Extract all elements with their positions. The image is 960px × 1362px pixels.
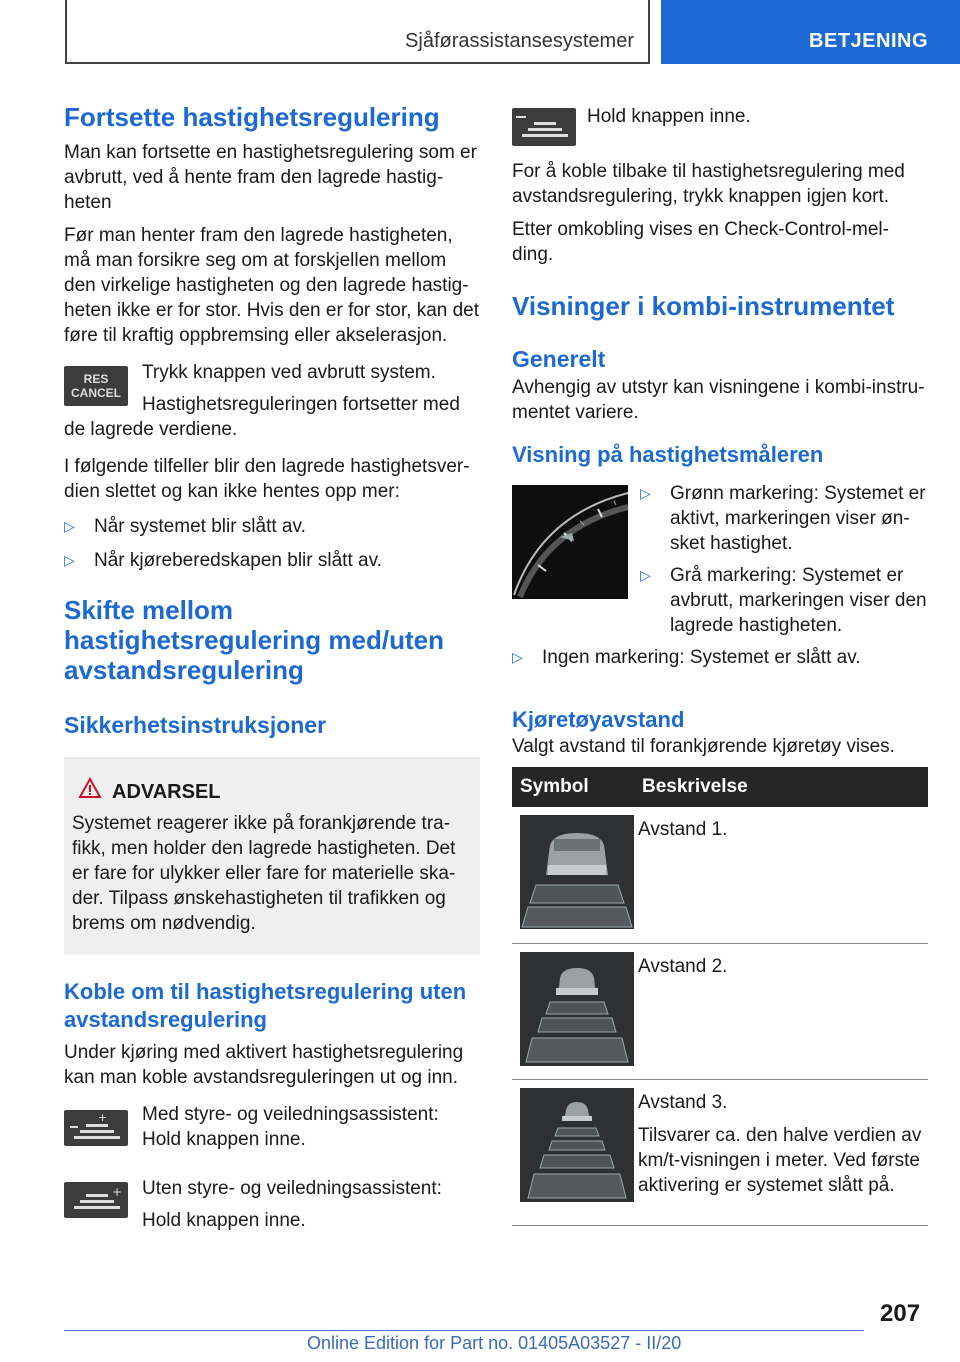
bullet-text: Når kjøreberedskapen blir slått av. (94, 550, 382, 571)
triangle-bullet-icon: ▷ (640, 485, 651, 501)
bullet-text: Når systemet blir slått av. (94, 516, 306, 537)
desc-cell (634, 807, 928, 943)
heading-distance: Kjøretøyavstand (512, 707, 685, 732)
res-icon-label-1: RES (83, 372, 109, 386)
para-with-assist: Med styre- og veiledningsassistent: Hold knappen inne. (142, 1104, 439, 1150)
heading-resume: Fortsette hastighetsregulering (64, 102, 440, 132)
distance-1-symbol-image (520, 815, 634, 929)
triangle-bullet-icon: ▷ (64, 518, 75, 534)
warning-triangle-icon (78, 777, 102, 799)
left-column (64, 100, 480, 1246)
para-couple: Under kjøring med aktivert hastighetsregulering kan man koble avstandsreguleringen ut og inn. (64, 1042, 464, 1088)
desc-cell (634, 943, 928, 1079)
table-row (512, 943, 928, 1079)
col-header-desc: Beskrivelse (634, 767, 928, 807)
res-cancel-block (64, 360, 480, 438)
list-item (64, 548, 480, 573)
car-distance-2-svg (520, 952, 634, 1066)
para-distance: Valgt avstand til forankjørende kjøretøy vises. (512, 736, 895, 757)
with-assist-block (64, 1102, 480, 1172)
distance-bars-svg (64, 1110, 128, 1146)
heading-general: Generelt (512, 346, 606, 372)
heading-safety: Sikkerhetsinstruksjoner (64, 712, 327, 738)
heading-switch: Skifte mellom hastighetsregulering med/uten avstandsregulering (64, 595, 444, 685)
row-extra: Tilsvarer ca. den halve verdien av km/t-visningen i meter. Ved første aktivering er systemet slått på. (638, 1124, 922, 1196)
bullet-list-cases (64, 514, 480, 573)
heading-display: Visninger i kombi-instrumentet (512, 291, 895, 321)
distance-2-symbol-image (520, 952, 634, 1066)
para-resume-2: Før man henter fram den lagrede hastigheten, må man forsikre seg om at forskjellen mellom den virkelige hastigheten og den lagrede hastig-heten ikke er for stor. Hvis den er for stor, kan det føre til kraftig oppbremsing eller akselerasjon. (64, 225, 480, 346)
distance-table (512, 767, 928, 1226)
table-header-row (512, 767, 928, 807)
hold-block (512, 100, 928, 152)
para-hold-left: Hold knappen inne. (142, 1210, 306, 1231)
distance-plus-icon (64, 1110, 128, 1146)
header-section-title: Sjåførassistansesystemer (405, 30, 634, 52)
car-distance-1-svg (520, 815, 634, 929)
heading-speedo: Visning på hastighetsmåleren (512, 442, 824, 467)
list-item (640, 563, 928, 638)
warning-title: ADVARSEL (112, 781, 221, 803)
list-item (64, 514, 480, 539)
para-hold-right: Hold knappen inne. (587, 106, 751, 127)
car-distance-3-svg (520, 1088, 634, 1202)
distance-minus-icon (512, 108, 576, 146)
para-cases: I følgende tilfeller blir den lagrede hastighetsver-dien slettet og kan ikke hentes opp mer: (64, 456, 470, 502)
triangle-bullet-icon: ▷ (64, 552, 75, 568)
para-after: Etter omkobling vises en Check-Control-mel-ding. (512, 219, 889, 265)
edition-text: Online Edition for Part no. 01405A03527 - II/20 (307, 1333, 682, 1353)
without-assist-block (64, 1176, 480, 1246)
symbol-cell (512, 807, 634, 943)
heading-couple: Koble om til hastighetsregulering uten avstandsregulering (64, 979, 467, 1032)
symbol-cell (512, 1079, 634, 1225)
para-press: Trykk knappen ved avbrutt system. (142, 362, 436, 383)
page-number: 207 (880, 1300, 921, 1327)
distance-plus-icon-2 (64, 1182, 128, 1218)
para-general: Avhengig av utstyr kan visningene i kombi-instru-mentet variere. (512, 377, 925, 423)
distance-3-symbol-image (520, 1088, 634, 1202)
col-header-symbol: Symbol (512, 767, 634, 807)
desc-cell (634, 1079, 928, 1225)
list-item (512, 645, 928, 670)
list-item (640, 481, 928, 556)
triangle-bullet-icon: ▷ (512, 649, 523, 665)
right-column (512, 100, 928, 1226)
para-without-assist: Uten styre- og veiledningsassistent: (142, 1178, 442, 1199)
speedo-block (512, 483, 928, 643)
row-desc: Avstand 3. (638, 1091, 728, 1113)
warning-box (64, 757, 480, 954)
triangle-bullet-icon: ▷ (640, 567, 651, 583)
res-cancel-icon (64, 366, 128, 406)
para-continue: Hastighetsreguleringen fortsetter med de lagrede verdiene. (64, 394, 460, 440)
row-desc: Avstand 2. (638, 955, 728, 977)
svg-text:+: + (112, 1185, 123, 1199)
symbol-cell (512, 943, 634, 1079)
distance-bars-svg-2 (64, 1182, 128, 1218)
speedometer-image (512, 485, 628, 599)
distance-minus-svg (512, 108, 576, 146)
para-back: For å koble tilbake til hastighetsregulering med avstandsregulering, trykk knappen igjen kort. (512, 161, 905, 207)
bullet-text: Grå markering: Systemet er avbrutt, markeringen viser den lagrede hastigheten. (670, 565, 927, 636)
res-icon-label-2: CANCEL (71, 386, 121, 400)
header-section-box (65, 0, 650, 64)
para-resume-1: Man kan fortsette en hastighetsregulering som er avbrutt, ved å hente fram den lagrede hastig-heten (64, 142, 477, 213)
speedo-bullets (640, 481, 928, 638)
warning-text: Systemet reagerer ikke på forankjørende tra-fikk, men holder den lagrede hastigheten. Det er fare for ulykker eller fare for materielle ska-der. Tilpass ønskehastigheten til trafikken og brems om nødvendig. (72, 813, 456, 934)
table-row (512, 1079, 928, 1225)
bullet-text: Ingen markering: Systemet er slått av. (542, 647, 861, 668)
bullet-text: Grønn markering: Systemet er aktivt, markeringen viser øn-sket hastighet. (670, 483, 926, 554)
table-row (512, 807, 928, 943)
row-desc: Avstand 1. (638, 819, 728, 840)
speedometer-svg (512, 485, 628, 599)
svg-text:+: + (98, 1111, 108, 1124)
header-chapter-box (661, 0, 960, 64)
footer-divider (64, 1330, 864, 1331)
header-chapter-title: BETJENING (809, 30, 928, 52)
